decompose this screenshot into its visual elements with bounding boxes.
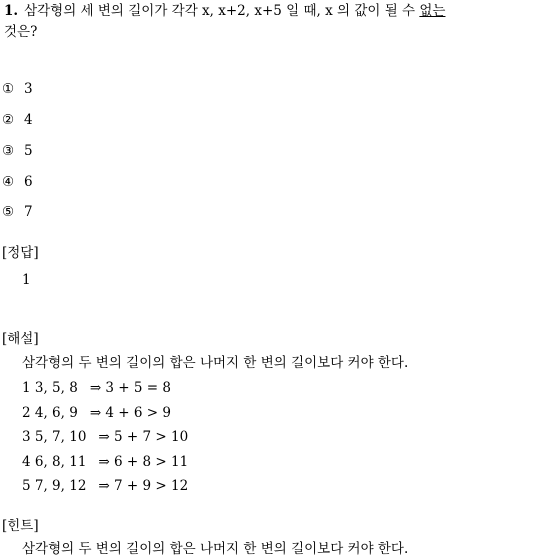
choice-mark: ④ bbox=[2, 174, 15, 190]
answer-value: 1 bbox=[22, 272, 31, 288]
question-line-2: 것은? bbox=[4, 24, 38, 40]
choice-2 bbox=[2, 110, 33, 130]
choice-value: 4 bbox=[24, 112, 33, 128]
question-line-1 bbox=[4, 1, 532, 21]
choice-value: 3 bbox=[24, 81, 33, 97]
solution-row-4 bbox=[22, 452, 188, 472]
choice-mark: ① bbox=[2, 81, 15, 97]
hint-text: 삼각형의 두 변의 길이의 합은 나머지 한 변의 길이보다 커야 한다. bbox=[22, 541, 409, 557]
choice-3 bbox=[2, 141, 33, 161]
solution-row-2 bbox=[22, 403, 171, 423]
solution-row-calc: ⇒ 6 + 8 > 11 bbox=[98, 454, 189, 470]
solution-row-5 bbox=[22, 476, 188, 496]
choice-mark: ③ bbox=[2, 143, 15, 159]
hint-label: [힌트] bbox=[2, 518, 39, 534]
choice-value: 5 bbox=[24, 143, 33, 159]
solution-row-sides: 2 4, 6, 9 bbox=[22, 405, 78, 421]
choice-mark: ② bbox=[2, 112, 15, 128]
solution-row-sides: 4 6, 8, 11 bbox=[22, 454, 87, 470]
question-underlined-word: 없는 bbox=[419, 3, 446, 19]
choice-value: 6 bbox=[24, 174, 33, 190]
choice-1 bbox=[2, 79, 33, 99]
choice-value: 7 bbox=[24, 204, 33, 220]
solution-row-calc: ⇒ 4 + 6 > 9 bbox=[89, 405, 171, 421]
question-number: 1. bbox=[4, 3, 19, 19]
question-text: 삼각형의 세 변의 길이가 각각 x, x+2, x+5 일 때, x 의 값이 될 수 bbox=[24, 3, 420, 19]
solution-row-calc: ⇒ 5 + 7 > 10 bbox=[98, 429, 189, 445]
choice-mark: ⑤ bbox=[2, 204, 15, 220]
solution-row-1 bbox=[22, 378, 171, 398]
solution-row-calc: ⇒ 7 + 9 > 12 bbox=[98, 478, 189, 494]
solution-row-sides: 1 3, 5, 8 bbox=[22, 380, 78, 396]
solution-row-3 bbox=[22, 427, 188, 447]
solution-row-sides: 5 7, 9, 12 bbox=[22, 478, 87, 494]
solution-row-sides: 3 5, 7, 10 bbox=[22, 429, 87, 445]
solution-intro: 삼각형의 두 변의 길이의 합은 나머지 한 변의 길이보다 커야 한다. bbox=[22, 355, 409, 371]
choice-5 bbox=[2, 202, 33, 222]
solution-row-calc: ⇒ 3 + 5 = 8 bbox=[89, 380, 171, 396]
solution-label: [해설] bbox=[2, 331, 39, 347]
answer-label: [정답] bbox=[2, 245, 39, 261]
choice-4 bbox=[2, 172, 33, 192]
